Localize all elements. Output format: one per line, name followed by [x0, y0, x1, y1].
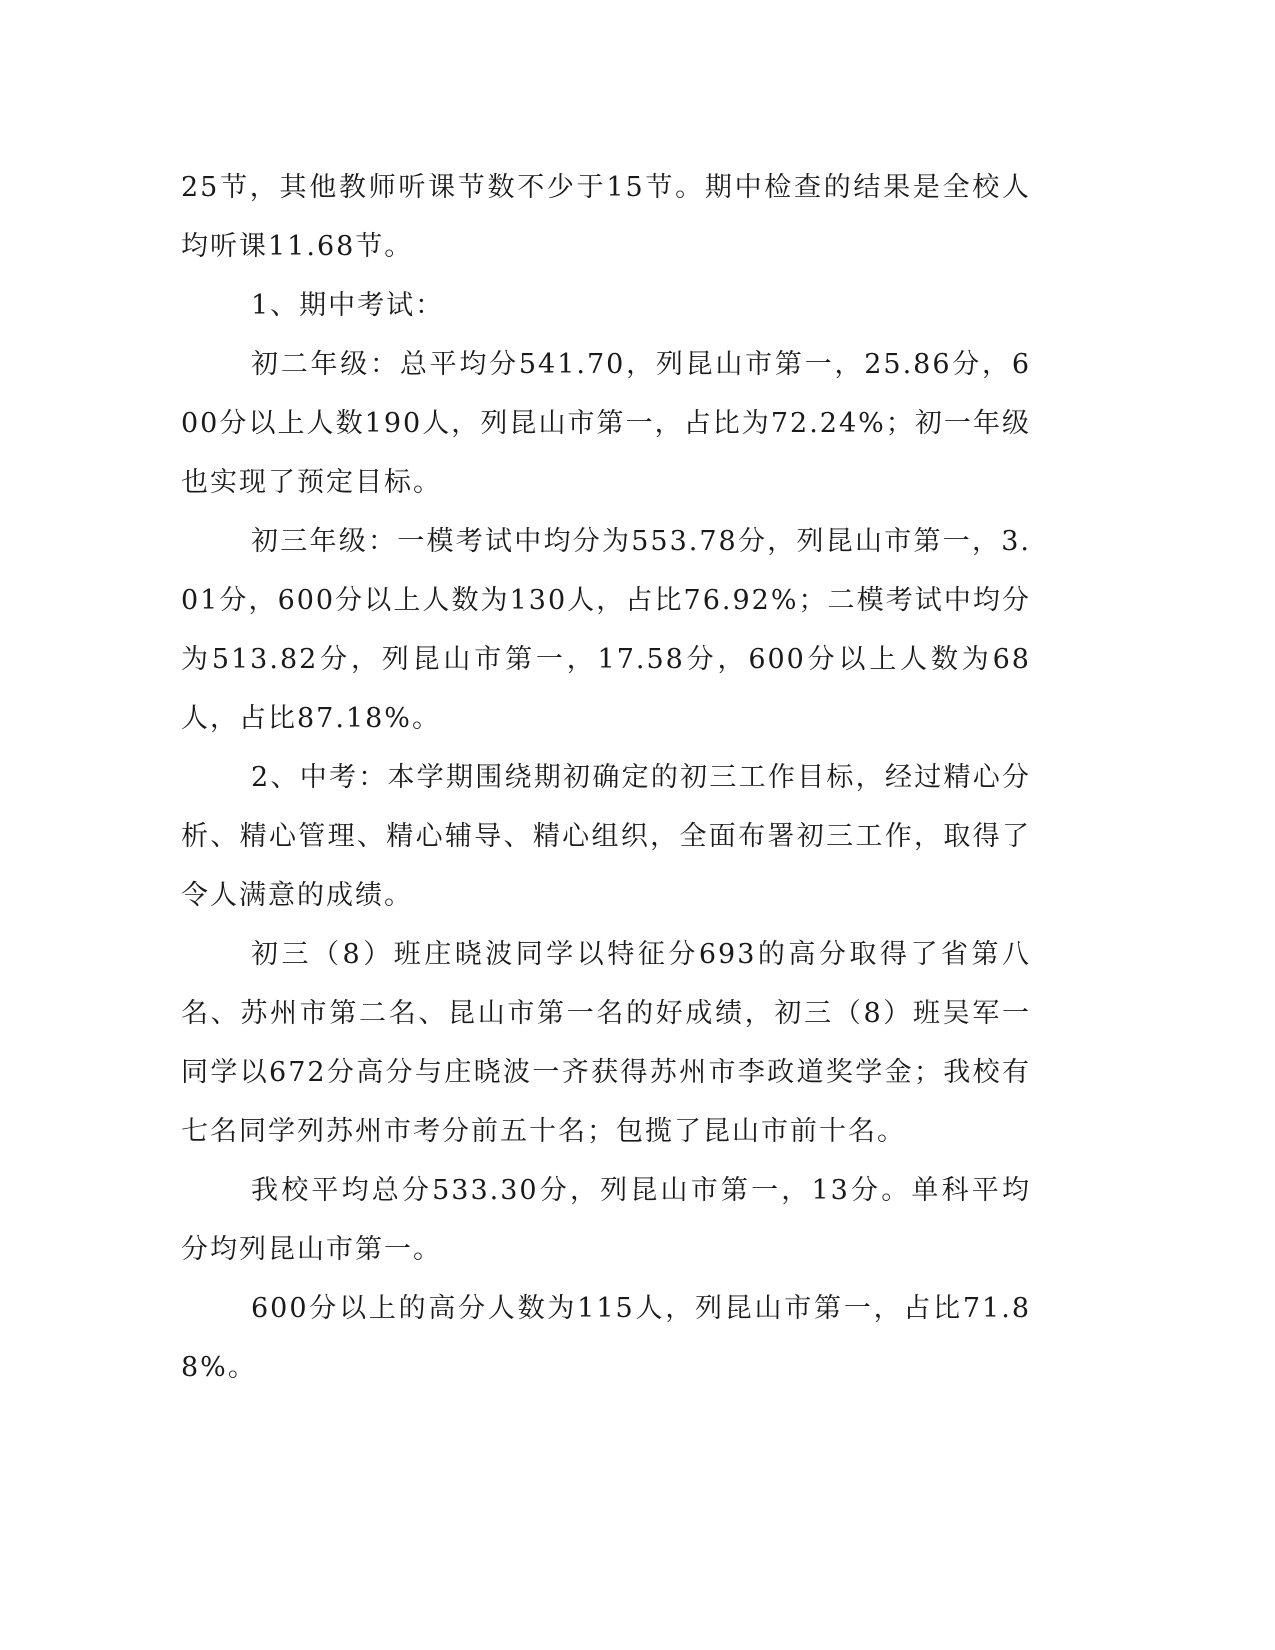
paragraph-average-score: 我校平均总分533.30分，列昆山市第一，13分。单科平均分均列昆山市第一。 [181, 1175, 1031, 1265]
paragraph-grade-eight: 初二年级：总平均分541.70，列昆山市第一，25.86分，600分以上人数190人，列昆山市第一，占比为72.24%；初一年级也实现了预定目标。 [181, 349, 1031, 498]
paragraph-grade-nine: 初三年级：一模考试中均分为553.78分，列昆山市第一，3.01分，600分以上人数为130人，占比76.92%；二模考试中均分为513.82分，列昆山市第一，17.58分，600分以上人数为68人，占比87.18%。 [181, 526, 1031, 734]
paragraph-zhongkao: 2、中考：本学期围绕期初确定的初三工作目标，经过精心分析、精心管理、精心辅导、精心组织，全面布署初三工作，取得了令人满意的成绩。 [181, 762, 1031, 911]
paragraph-top-students: 初三（8）班庄晓波同学以特征分693的高分取得了省第八名、苏州市第二名、昆山市第一名的好成绩，初三（8）班吴军一同学以672分高分与庄晓波一齐获得苏州市李政道奖学金；我校有七名同学列苏州市考分前五十名；包揽了昆山市前十名。 [181, 939, 1031, 1147]
document-body [181, 158, 1031, 1397]
paragraph-high-score-count: 600分以上的高分人数为115人，列昆山市第一，占比71.88%。 [181, 1293, 1031, 1383]
heading-midterm-exam: 1、期中考试： [251, 290, 445, 321]
paragraph-listening-count: 25节，其他教师听课节数不少于15节。期中检查的结果是全校人均听课11.68节。 [181, 172, 1031, 262]
